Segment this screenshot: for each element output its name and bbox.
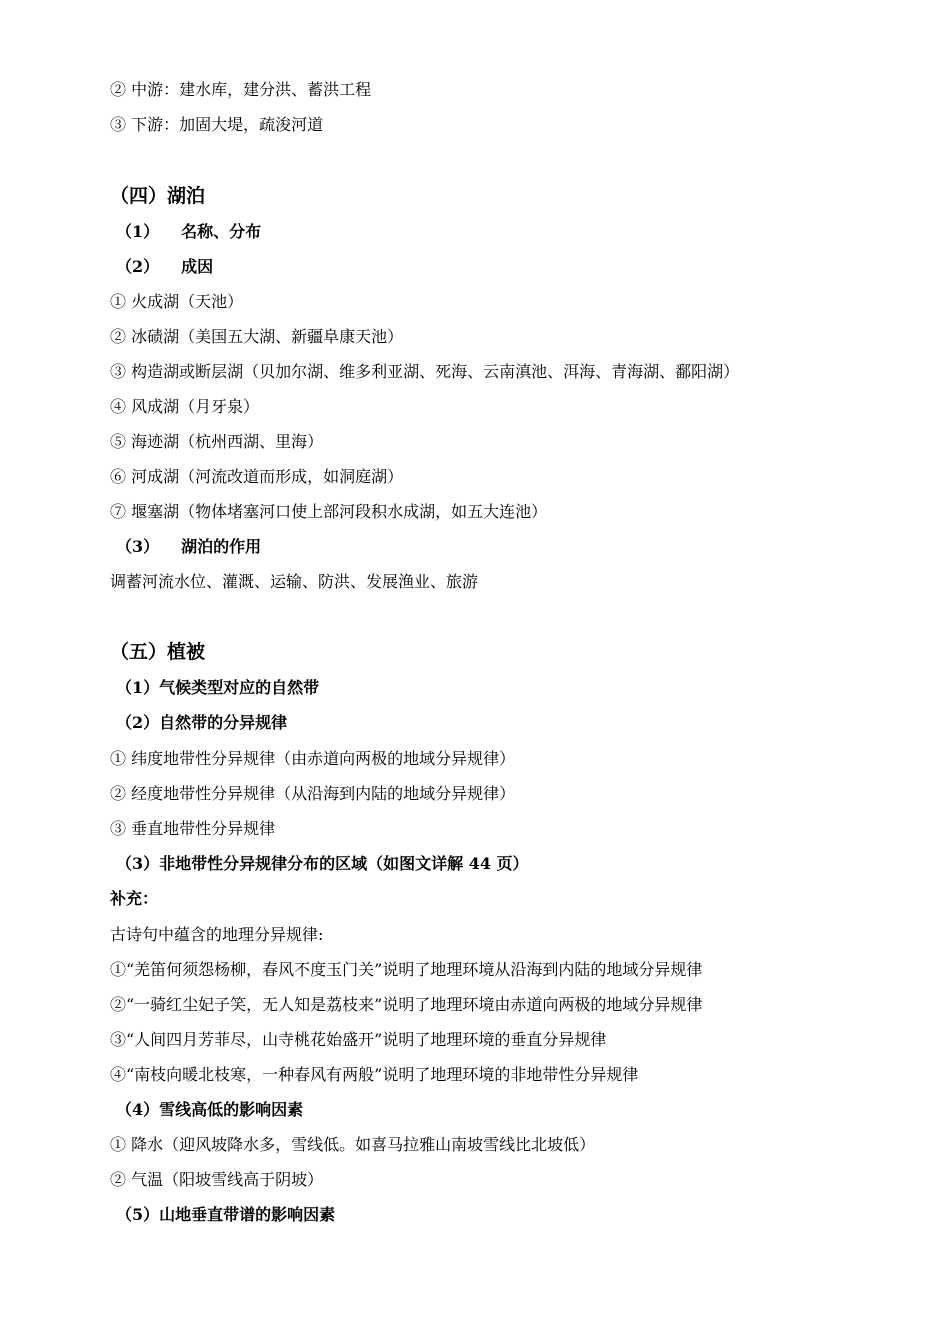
text-line: ② 气温（阳坡雪线高于阴坡） <box>110 1170 324 1189</box>
text-line: ④ 风成湖（月牙泉） <box>110 397 260 416</box>
subheading-line <box>116 537 261 557</box>
text-line: 调蓄河流水位、灌溉、运输、防洪、发展渔业、旅游 <box>110 572 479 591</box>
text-line: ③“人间四月芳菲尽，山寺桃花始盛开”说明了地理环境的垂直分异规律 <box>110 1030 607 1049</box>
section-heading-vegetation: （五）植被 <box>110 641 206 663</box>
subheading-number: （1） <box>116 222 160 241</box>
text-line: ② 经度地带性分异规律（从沿海到内陆的地域分异规律） <box>110 784 516 803</box>
text-line: ④“南枝向暖北枝寒，一种春风有两般”说明了地理环境的非地带性分异规律 <box>110 1065 639 1084</box>
text-line: ②“一骑红尘妃子笑，无人知是荔枝来”说明了地理环境由赤道向两极的地域分异规律 <box>110 995 703 1014</box>
subheading-line: （5）山地垂直带谱的影响因素 <box>116 1205 336 1224</box>
subheading-line <box>116 257 213 277</box>
supplement-label: 补充： <box>110 889 159 908</box>
text-line: ② 中游：建水库，建分洪、蓄洪工程 <box>110 80 372 99</box>
subheading-text: 名称、分布 <box>181 222 262 241</box>
subheading-line: （1）气候类型对应的自然带 <box>116 678 320 697</box>
subheading-number: （2） <box>116 257 160 276</box>
text-line: ① 降水（迎风坡降水多，雪线低。如喜马拉雅山南坡雪线比北坡低） <box>110 1135 596 1154</box>
subheading-line <box>116 222 261 242</box>
text-line: ⑦ 堰塞湖（物体堵塞河口使上部河段积水成湖，如五大连池） <box>110 502 548 521</box>
text-line: ① 纬度地带性分异规律（由赤道向两极的地域分异规律） <box>110 749 516 768</box>
text-line: 古诗句中蕴含的地理分异规律: <box>110 925 324 944</box>
text-line: ③ 构造湖或断层湖（贝加尔湖、维多利亚湖、死海、云南滇池、洱海、青海湖、鄱阳湖） <box>110 362 740 381</box>
section-heading-lakes: （四）湖泊 <box>110 185 206 207</box>
text-line: ①“羌笛何须怨杨柳，春风不度玉门关”说明了地理环境从沿海到内陆的地域分异规律 <box>110 960 703 979</box>
text-line: ③ 下游：加固大堤，疏浚河道 <box>110 115 324 134</box>
text-line: ③ 垂直地带性分异规律 <box>110 819 276 838</box>
text-line: ② 冰碛湖（美国五大湖、新疆阜康天池） <box>110 327 404 346</box>
text-line: ⑥ 河成湖（河流改道而形成，如洞庭湖） <box>110 467 404 486</box>
subheading-text: 成因 <box>181 257 214 276</box>
subheading-line: （2）自然带的分异规律 <box>116 713 288 732</box>
subheading-number: （3） <box>116 537 160 556</box>
subheading-line: （4）雪线高低的影响因素 <box>116 1100 304 1119</box>
text-line: ① 火成湖（天池） <box>110 292 244 311</box>
subheading-line: （3）非地带性分异规律分布的区域（如图文详解 44 页） <box>116 854 529 873</box>
text-line: ⑤ 海迹湖（杭州西湖、里海） <box>110 432 324 451</box>
subheading-text: 湖泊的作用 <box>181 537 262 556</box>
